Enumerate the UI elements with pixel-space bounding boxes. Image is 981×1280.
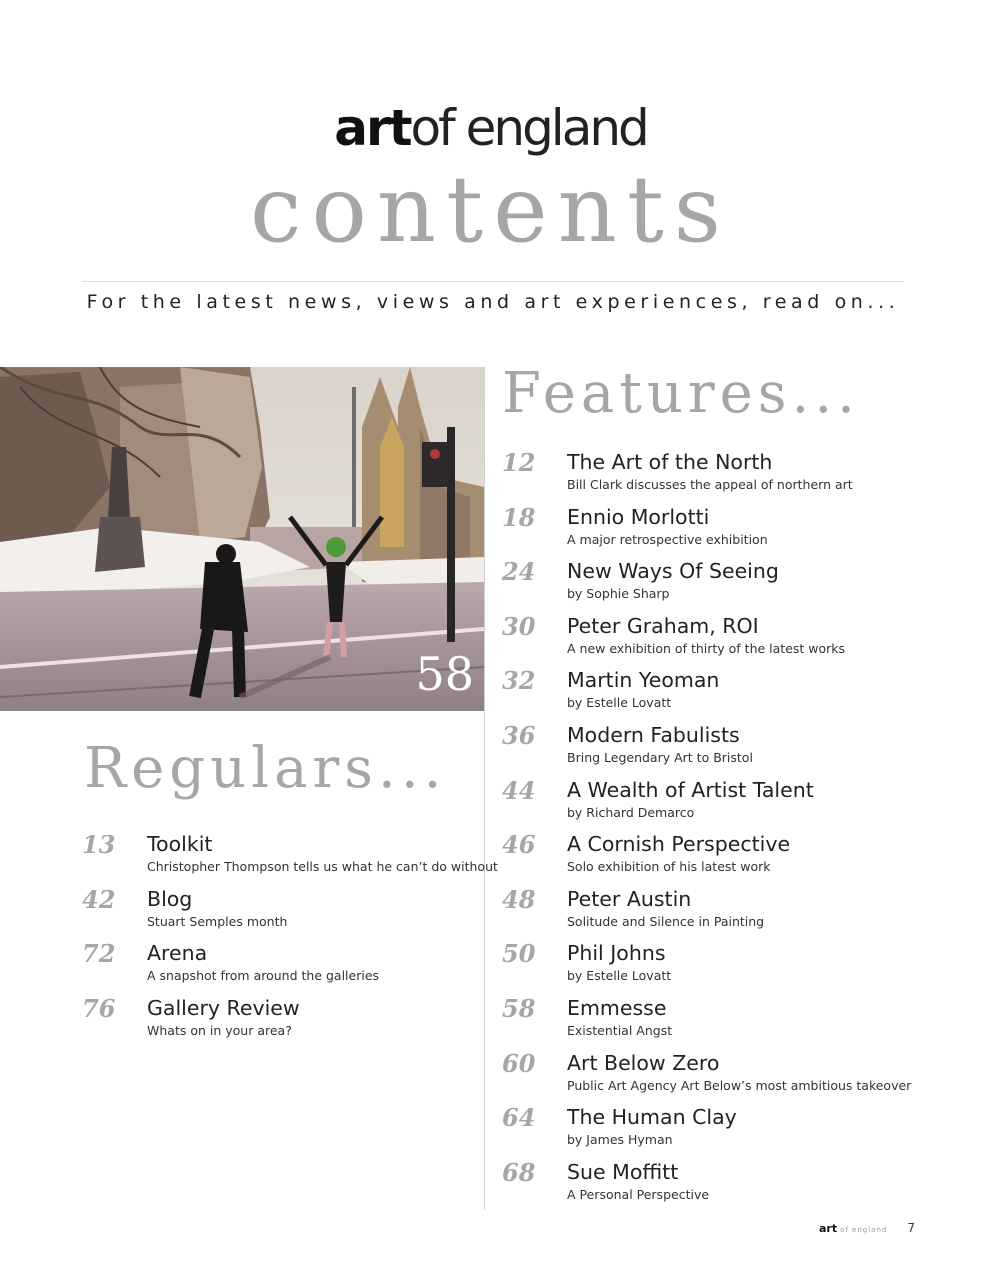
entry-subtitle: A snapshot from around the galleries <box>147 968 380 984</box>
entry-subtitle: by James Hyman <box>567 1132 673 1148</box>
page-title: contents <box>249 156 732 263</box>
masthead-logo <box>0 100 981 156</box>
entry-title: The Art of the North <box>567 450 773 474</box>
entry-subtitle: Stuart Semples month <box>147 913 288 929</box>
entry-subtitle: Bill Clark discusses the appeal of northern art <box>567 477 853 492</box>
entry-title: New Ways Of Seeing <box>567 559 779 584</box>
feature-entry[interactable] <box>502 1050 942 1105</box>
feature-entry[interactable] <box>502 1104 942 1159</box>
entry-title: Gallery Review <box>147 995 300 1020</box>
painting-illustration <box>0 367 484 711</box>
footer-logo-bold: art <box>818 1222 838 1235</box>
entry-subtitle: by Sophie Sharp <box>567 586 670 602</box>
entry-subtitle: by Estelle Lovatt <box>567 968 672 984</box>
entry-title: Peter Graham, ROI <box>567 613 759 638</box>
entry-title: Sue Moffitt <box>567 1159 679 1184</box>
entry-page-number: 72 <box>82 939 116 969</box>
regular-entry[interactable] <box>82 940 482 995</box>
entry-title: Phil Johns <box>567 941 666 966</box>
feature-entry[interactable] <box>502 1159 942 1214</box>
tagline: For the latest news, views and art experiences, read on... <box>86 291 900 313</box>
logo-bold: art <box>334 99 411 157</box>
regular-entry[interactable] <box>82 830 498 886</box>
entry-page-number: 42 <box>82 884 116 914</box>
page-footer <box>819 1220 915 1238</box>
entry-page-number: 68 <box>502 1157 536 1187</box>
entry-page-number: 44 <box>502 775 536 805</box>
entry-page-number: 76 <box>82 993 116 1023</box>
entry-subtitle: A new exhibition of thirty of the latest works <box>567 640 846 656</box>
feature-entry[interactable] <box>502 558 942 613</box>
feature-entry[interactable] <box>502 613 942 668</box>
entry-subtitle: Whats on in your area? <box>147 1022 292 1038</box>
entry-title: Arena <box>147 941 208 966</box>
entry-page-number: 12 <box>502 448 536 477</box>
feature-entry[interactable] <box>502 722 942 777</box>
entry-page-number: 32 <box>502 666 536 696</box>
feature-entry[interactable] <box>502 995 942 1050</box>
header-divider <box>82 281 904 282</box>
entry-title: A Cornish Perspective <box>567 832 791 857</box>
regulars-list <box>82 830 498 1049</box>
entry-subtitle: A major retrospective exhibition <box>567 531 768 547</box>
entry-title: A Wealth of Artist Talent <box>567 777 814 802</box>
entry-subtitle: Existential Angst <box>567 1022 673 1038</box>
feature-entry[interactable] <box>502 886 942 941</box>
feature-entry[interactable] <box>502 449 942 504</box>
feature-entry[interactable] <box>502 504 942 559</box>
painting-page-number: 58 <box>415 647 474 701</box>
features-heading: Features... <box>502 361 860 426</box>
column-divider <box>484 367 485 1210</box>
regular-entry[interactable] <box>82 995 482 1050</box>
entry-title: Martin Yeoman <box>567 668 720 693</box>
entry-page-number: 18 <box>502 502 536 532</box>
entry-subtitle: Bring Legendary Art to Bristol <box>567 749 753 765</box>
entry-title: Blog <box>147 886 193 911</box>
entry-subtitle: Solo exhibition of his latest work <box>567 859 771 875</box>
feature-entry[interactable] <box>502 940 942 995</box>
entry-page-number: 46 <box>502 830 536 860</box>
entry-subtitle: by Estelle Lovatt <box>567 695 672 711</box>
feature-entry[interactable] <box>502 777 942 832</box>
entry-page-number: 64 <box>502 1103 536 1133</box>
entry-page-number: 36 <box>502 720 536 750</box>
feature-entry[interactable] <box>502 667 942 722</box>
footer-page-number: 7 <box>907 1221 915 1235</box>
entry-subtitle: A Personal Perspective <box>567 1186 710 1202</box>
features-list <box>502 449 942 1213</box>
entry-subtitle: by Richard Demarco <box>567 804 695 820</box>
featured-painting <box>0 367 484 711</box>
entry-title: Emmesse <box>567 995 667 1020</box>
entry-title: Art Below Zero <box>567 1050 720 1075</box>
entry-subtitle: Public Art Agency Art Below’s most ambitious takeover <box>567 1077 912 1093</box>
entry-page-number: 60 <box>502 1048 536 1078</box>
entry-title: Peter Austin <box>567 886 692 911</box>
entry-page-number: 50 <box>502 939 536 969</box>
footer-logo-light: of england <box>840 1226 888 1234</box>
entry-subtitle: Solitude and Silence in Painting <box>567 913 765 929</box>
entry-title: Ennio Morlotti <box>567 504 710 529</box>
regular-entry[interactable] <box>82 886 482 941</box>
entry-page-number: 13 <box>82 830 116 859</box>
regulars-heading: Regulars... <box>84 736 447 801</box>
entry-page-number: 58 <box>502 993 536 1023</box>
entry-title: Toolkit <box>147 832 213 856</box>
entry-title: Modern Fabulists <box>567 722 740 747</box>
entry-page-number: 30 <box>502 611 536 641</box>
feature-entry[interactable] <box>502 831 942 886</box>
entry-subtitle: Christopher Thompson tells us what he can’t do without <box>147 859 498 874</box>
entry-page-number: 48 <box>502 884 536 914</box>
entry-title: The Human Clay <box>567 1105 737 1130</box>
logo-light: of england <box>410 99 647 157</box>
entry-page-number: 24 <box>502 557 536 587</box>
